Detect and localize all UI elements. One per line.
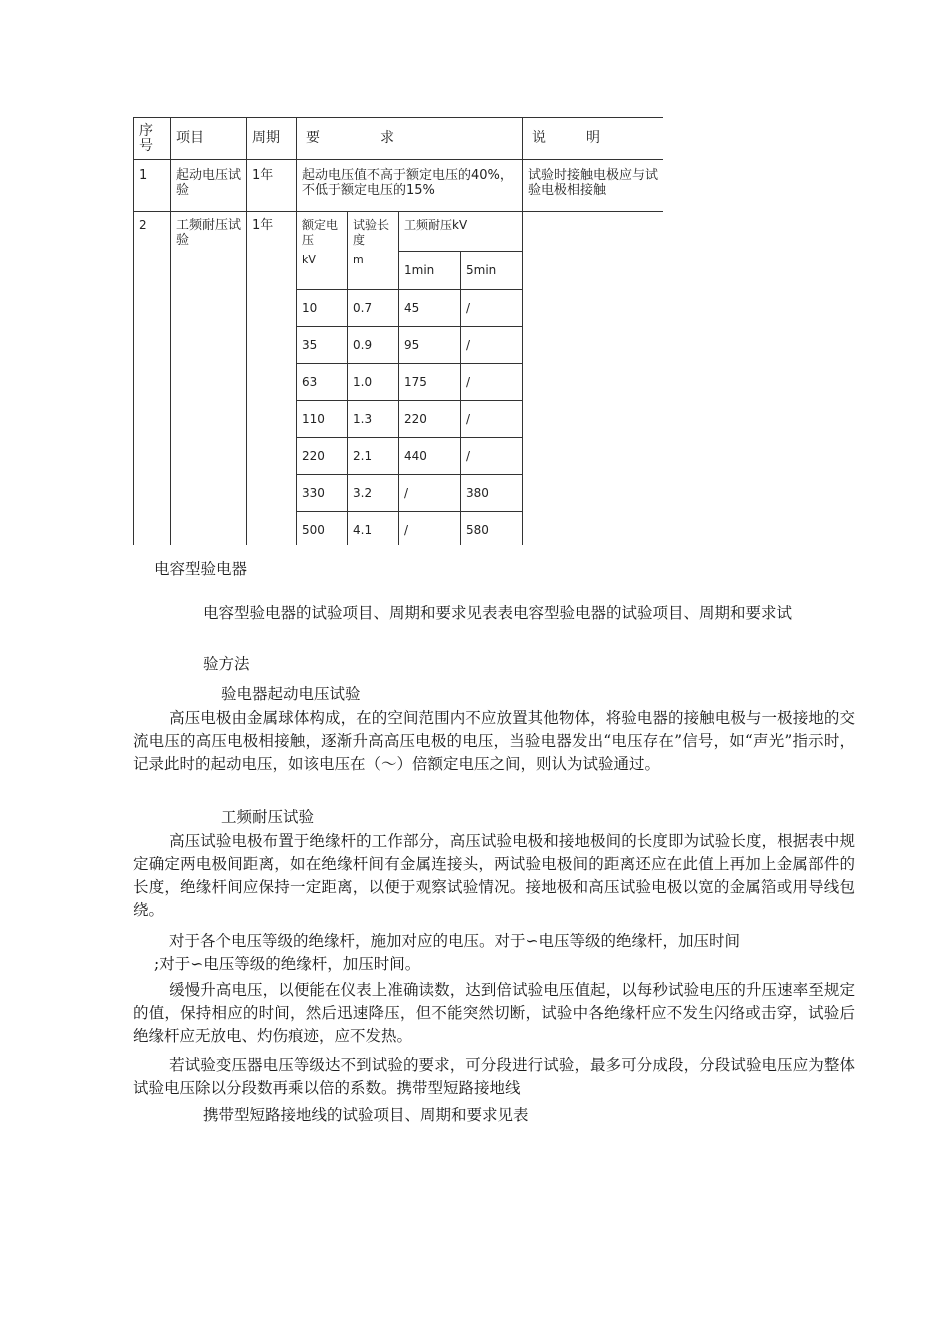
header-note-a: 说 — [532, 130, 546, 146]
cell-length: 0.7 — [348, 290, 399, 327]
cell-5min: / — [461, 327, 523, 364]
cell-rated: 35 — [297, 327, 348, 364]
subheader-rated-voltage — [297, 212, 348, 290]
header-note — [523, 118, 664, 160]
cell-1min: 95 — [399, 327, 461, 364]
paragraph-raise-voltage — [133, 979, 855, 1048]
cell-rated: 10 — [297, 290, 348, 327]
header-req-b: 求 — [380, 130, 394, 146]
paragraph-starting-voltage — [133, 707, 855, 776]
row1-no: 1 — [134, 160, 171, 212]
row1-period: 1年 — [247, 160, 297, 212]
cell-1min: 45 — [399, 290, 461, 327]
cell-length: 1.0 — [348, 364, 399, 401]
closing-line: 携带型短路接地线的试验项目、周期和要求见表 — [203, 1106, 529, 1124]
cell-1min: / — [399, 475, 461, 512]
subheader-1min: 1min — [399, 252, 461, 290]
intro-line-2: 验方法 — [203, 655, 250, 673]
row1-requirement: 起动电压值不高于额定电压的40%，不低于额定电压的15% — [297, 160, 523, 212]
cell-length: 1.3 — [348, 401, 399, 438]
subheader-rated-label: 额定电压 — [302, 218, 339, 247]
header-period: 周期 — [247, 118, 297, 160]
header-no: 序号 — [134, 118, 171, 160]
section-heading-capacitive-electroscope: 电容型验电器 — [154, 560, 248, 578]
cell-length: 2.1 — [348, 438, 399, 475]
subheader-5min: 5min — [461, 252, 523, 290]
subheader-length-unit: m — [353, 253, 364, 266]
subheading-starting-voltage-test: 验电器起动电压试验 — [221, 685, 361, 703]
header-requirement — [297, 118, 523, 160]
cell-5min: / — [461, 364, 523, 401]
row1-note: 试验时接触电极应与试验电极相接触 — [523, 160, 664, 212]
cell-5min: / — [461, 401, 523, 438]
paragraph-voltage-levels-a: 对于各个电压等级的绝缘杆，施加对应的电压。对于∽电压等级的绝缘杆，加压时间 — [169, 932, 740, 950]
cell-5min: / — [461, 290, 523, 327]
table-row — [134, 160, 664, 212]
paragraph-text: 高压电极由金属球体构成，在的空间范围内不应放置其他物体，将验电器的接触电极与一极接地的交流电压的高压电极相接触，逐渐升高高压电极的电压，当验电器发出“电压存在”信号，如“声光”指示时，记录此时的起动电压，如该电压在（～）倍额定电压之间，则认为试验通过。 — [133, 709, 855, 773]
row2-note-empty — [523, 212, 664, 546]
cell-1min: 175 — [399, 364, 461, 401]
test-requirements-table — [133, 117, 663, 545]
cell-rated: 500 — [297, 512, 348, 546]
subheading-power-frequency-test: 工频耐压试验 — [221, 808, 315, 826]
cell-1min: / — [399, 512, 461, 546]
subheader-length-label: 试验长度 — [353, 218, 390, 247]
table-header-row — [134, 118, 664, 160]
cell-length: 0.9 — [348, 327, 399, 364]
cell-rated: 63 — [297, 364, 348, 401]
paragraph-segmented-test — [133, 1054, 855, 1100]
row2-period: 1年 — [247, 212, 297, 546]
subheader-test-length — [348, 212, 399, 290]
cell-length: 4.1 — [348, 512, 399, 546]
cell-1min: 220 — [399, 401, 461, 438]
paragraph-voltage-levels-b: ;对于∽电压等级的绝缘杆，加压时间。 — [154, 955, 421, 973]
header-note-b: 明 — [586, 130, 600, 146]
intro-line: 电容型验电器的试验项目、周期和要求见表表电容型验电器的试验项目、周期和要求试 — [203, 604, 793, 622]
row1-item: 起动电压试验 — [171, 160, 247, 212]
paragraph-text: 高压试验电极布置于绝缘杆的工作部分，高压试验电极和接地极间的长度即为试验长度，根据表中规定确定两电极间距离，如在绝缘杆间有金属连接头，两试验电极间的距离还应在此值上再加上金属部件的长度，绝缘杆间应保持一定距离，以便于观察试验情况。接地极和高压试验电极以宽的金属箔或用导线包绕。 — [133, 832, 855, 919]
cell-5min: 380 — [461, 475, 523, 512]
table-row — [134, 212, 664, 252]
cell-rated: 110 — [297, 401, 348, 438]
cell-length: 3.2 — [348, 475, 399, 512]
paragraph-text: 若试验变压器电压等级达不到试验的要求，可分段进行试验，最多可分成段，分段试验电压应为整体试验电压除以分段数再乘以倍的系数。携带型短路接地线 — [133, 1056, 855, 1097]
cell-rated: 330 — [297, 475, 348, 512]
cell-5min: / — [461, 438, 523, 475]
cell-5min: 580 — [461, 512, 523, 546]
cell-1min: 440 — [399, 438, 461, 475]
row2-no: 2 — [134, 212, 171, 546]
paragraph-power-frequency — [133, 830, 855, 922]
header-req-a: 要 — [306, 130, 320, 146]
row2-item: 工频耐压试验 — [171, 212, 247, 546]
cell-rated: 220 — [297, 438, 348, 475]
subheader-withstand-voltage: 工频耐压kV — [399, 212, 523, 252]
paragraph-text: 缓慢升高电压，以便能在仪表上准确读数，达到倍试验电压值起，以每秒试验电压的升压速率至规定的值，保持相应的时间，然后迅速降压，但不能突然切断，试验中各绝缘杆应不发生闪络或击穿，试验后绝缘杆应无放电、灼伤痕迹，应不发热。 — [133, 981, 855, 1045]
subheader-rated-unit: kV — [302, 253, 316, 266]
header-item: 项目 — [171, 118, 247, 160]
